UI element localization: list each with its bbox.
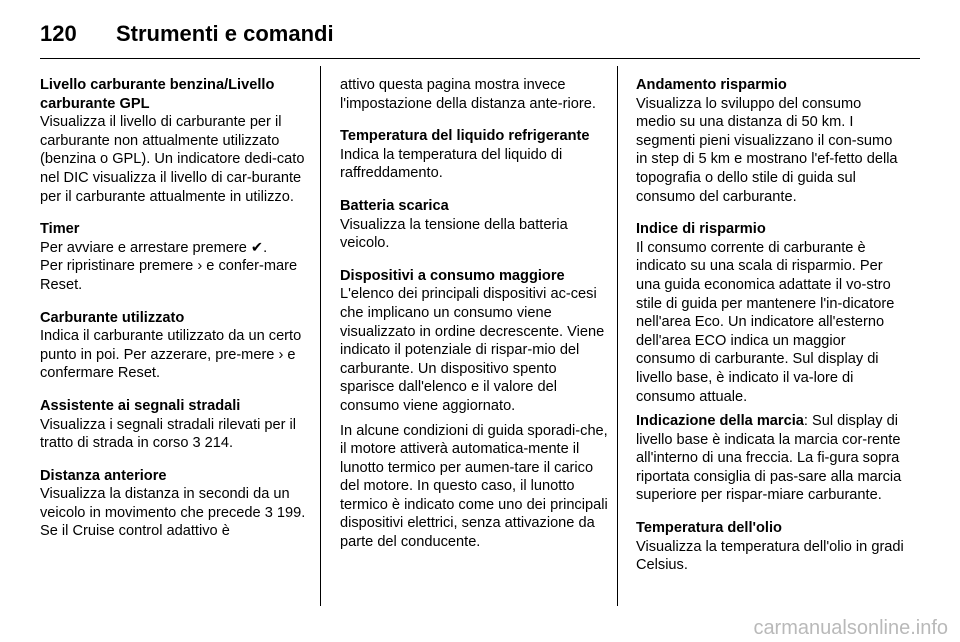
section-title: Assistente ai segnali stradali <box>40 397 241 414</box>
section-economy-index <box>636 220 904 505</box>
section-text: Visualizza i segnali stradali rilevati per il tratto di strada in corso 3 214. <box>40 416 297 452</box>
section-title: Temperatura del liquido refrigerante <box>340 128 590 145</box>
section-title: Temperatura dell'olio <box>636 520 782 537</box>
column-1 <box>40 76 308 555</box>
section-title: Distanza anteriore <box>40 467 167 484</box>
section-fuel-used <box>40 309 308 383</box>
chevron-right-icon: › <box>197 258 203 275</box>
section-text: Per avviare e arrestare premere ✔. Per ripristinare premere › e confer-mare Reset. <box>40 239 298 293</box>
section-text: Indica la temperatura del liquido di raffreddamento. <box>340 146 563 182</box>
section-text: Visualizza la tensione della batteria veicolo. <box>340 216 568 252</box>
section-text: Visualizza la temperatura dell'olio in gradi Celsius. <box>636 538 904 574</box>
chevron-right-icon: › <box>278 346 284 363</box>
section-fuel-level <box>40 76 308 206</box>
section-title: Carburante utilizzato <box>40 309 185 326</box>
column-divider-1 <box>320 66 321 606</box>
section-text: attivo questa pagina mostra invece l'impostazione della distanza ante-riore. <box>340 77 596 112</box>
section-title: Livello carburante benzina/Livello carburante GPL <box>40 77 275 112</box>
section-coolant-temperature <box>340 127 608 183</box>
check-icon: ✔ <box>250 239 264 256</box>
section-text: L'elenco dei principali dispositivi ac-cesi che implicano un consumo viene visualizzato in ordine decrescente. Viene indicato il potenziale di rispar-mio del carburante. Un dispositivo spento sparisce dall'elenco e il valore del consumo viene aggiornato. <box>340 286 605 414</box>
column-divider-2 <box>617 66 618 606</box>
page-reference-icon[interactable]: 3 <box>264 504 273 521</box>
section-title: Andamento risparmio <box>636 77 787 93</box>
section-battery-low <box>340 197 608 253</box>
section-text: Indicazione della marcia: Sul display di livello base è indicata la marcia cor-rente all'interno di una freccia. La fi-gura sopra riportata consiglia di pas-sare alla marcia superiore per rispar-miare carburante. <box>636 413 902 504</box>
section-top-consumers <box>340 267 608 552</box>
section-text: In alcune condizioni di guida sporadi-che, il motore attiverà automatica-mente il lunotto termico per aumen-tare il carico del motore. In questo caso, il lunotto termico è indicato come uno dei principali dispositivi elettrici, senza attivazione da parte del conducente. <box>340 422 608 551</box>
section-text: Il consumo corrente di carburante è indicato su una scala di risparmio. Per una guida economica adattate il vo-stro stile di guida per mantenere l'in-dicatore nell'area Eco. Un indicatore all'esterno dell'area ECO indica un maggior consumo di carburante. Sul display di livello base, è indicato il va-lore di consumo attuale. <box>636 239 895 405</box>
section-text: Visualizza la distanza in secondi da un veicolo in movimento che precede 3 199. Se il Cruise control adattivo è <box>40 486 306 540</box>
watermark: carmanualsonline.info <box>753 617 948 639</box>
section-title: Timer <box>40 221 80 238</box>
section-text: Visualizza lo sviluppo del consumo medio su una distanza di 50 km. I segmenti pieni visualizzano il con-sumo in step di 5 km e mostrano l'ef-fetto della topografia o dello stile di guida sul consumo del carburante. <box>636 95 898 205</box>
section-text: Visualizza il livello di carburante per il carburante non attualmente utilizzato (benzina o GPL). Un indicatore dedi-cato nel DIC visualizza il livello di car-burante per il carburante attualmente in utilizzo. <box>40 114 305 205</box>
section-following-distance <box>40 467 308 541</box>
column-2 <box>340 76 608 566</box>
chapter-title: Strumenti e comandi <box>116 21 334 46</box>
section-text: Indica il carburante utilizzato da un certo punto in poi. Per azzerare, pre-mere › e confermare Reset. <box>40 328 302 382</box>
column-3 <box>636 76 904 589</box>
header-rule <box>40 58 920 59</box>
section-continued <box>340 76 608 113</box>
section-economy-trend <box>636 76 904 206</box>
section-oil-temperature <box>636 519 904 575</box>
section-traffic-sign-assistant <box>40 397 308 453</box>
section-timer <box>40 220 308 294</box>
page-header <box>40 14 334 54</box>
page-number: 120 <box>40 21 77 46</box>
section-title: Indice di risparmio <box>636 221 766 238</box>
section-title: Dispositivi a consumo maggiore <box>340 267 565 284</box>
page-reference-icon[interactable]: 3 <box>192 435 201 452</box>
gear-indication-label: Indicazione della marcia <box>636 413 804 430</box>
section-title: Batteria scarica <box>340 197 449 214</box>
